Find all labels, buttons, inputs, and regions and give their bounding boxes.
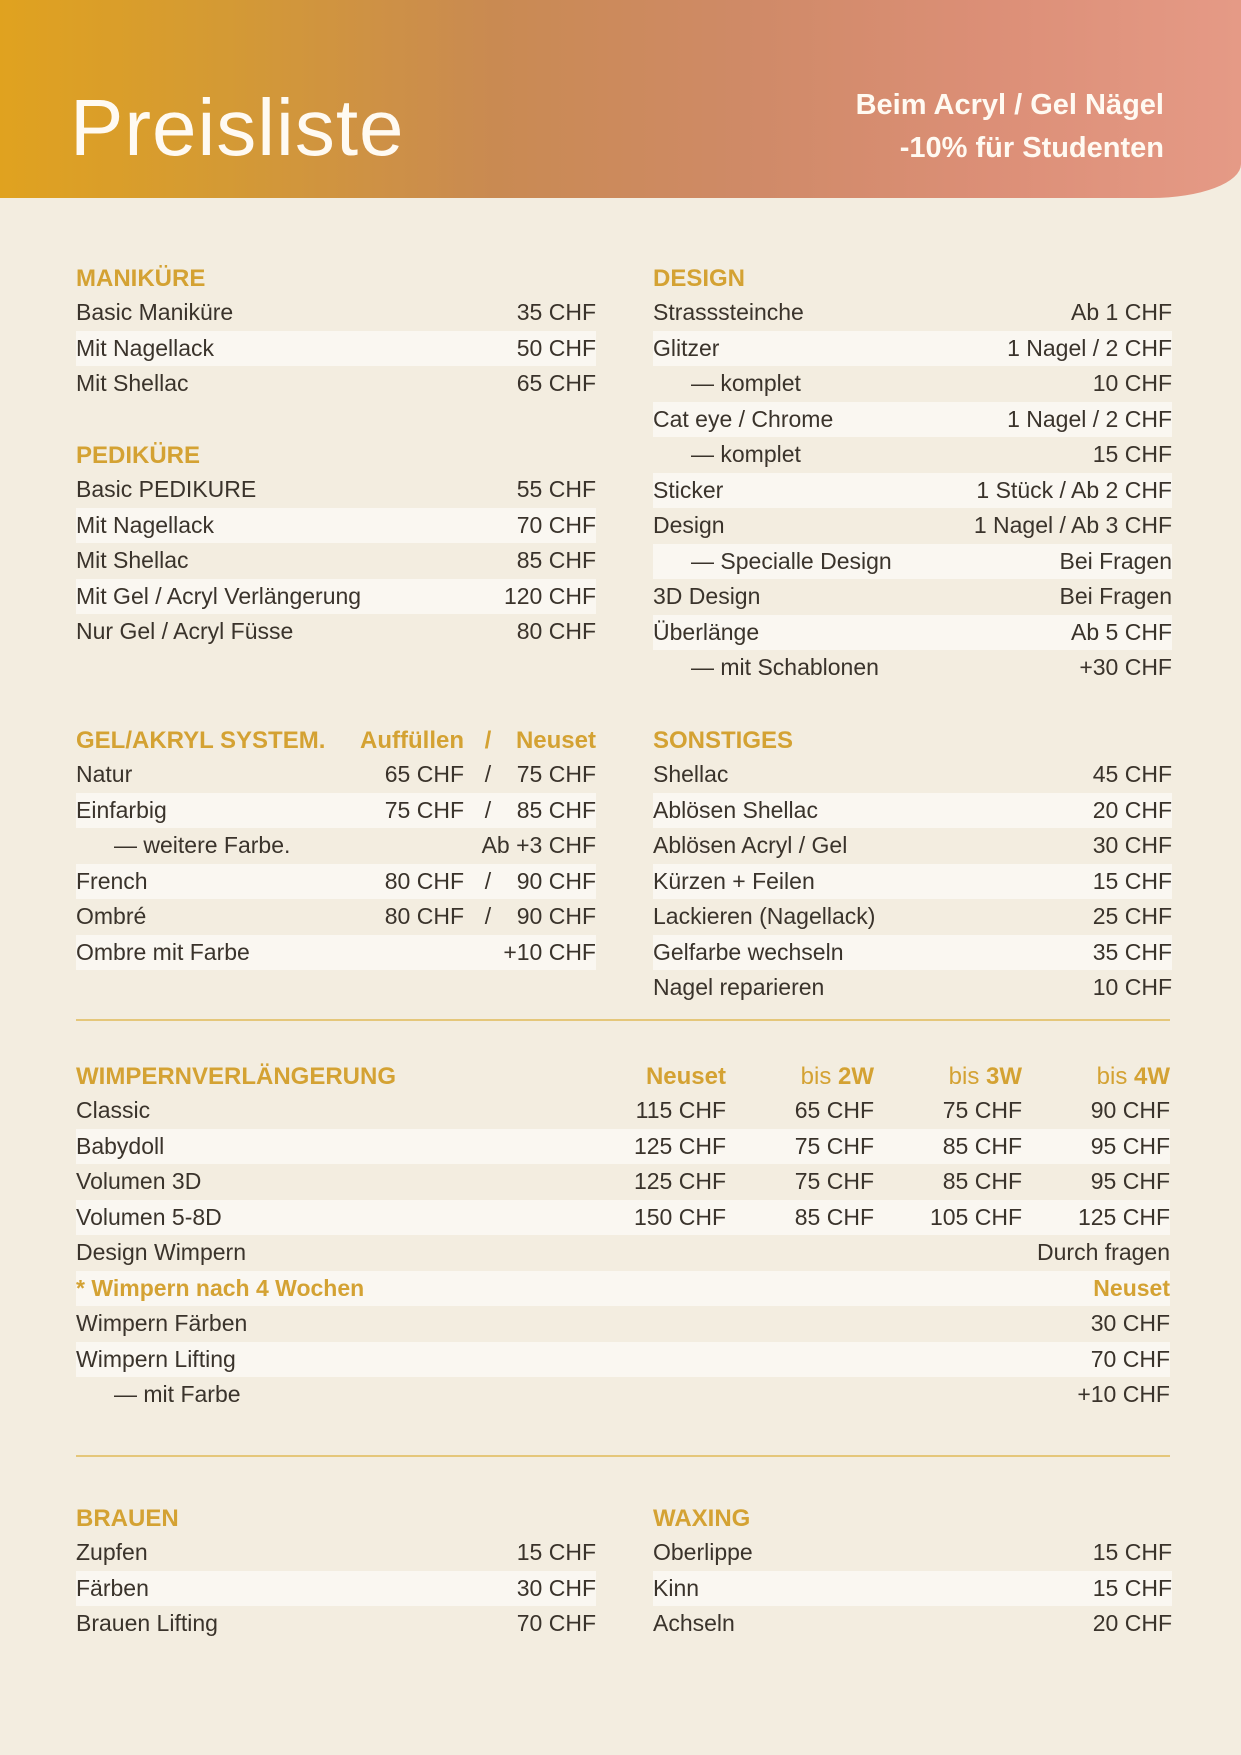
item-label: Sticker <box>653 476 724 503</box>
price-row <box>76 1535 596 1571</box>
price-row <box>76 1342 1170 1378</box>
item-label: Brauen Lifting <box>76 1610 218 1636</box>
section-title: WIMPERNVERLÄNGERUNG <box>76 1063 397 1090</box>
price-row <box>76 793 596 829</box>
price-neuset: 85 CHF <box>516 796 596 823</box>
item-label: Natur <box>76 761 133 787</box>
section-title: SONSTIGES <box>653 727 794 754</box>
item-label: Zupfen <box>76 1539 148 1565</box>
col-bis-2w <box>726 1058 874 1093</box>
gel-list <box>76 757 596 970</box>
item-price: 70 CHF <box>1090 1345 1170 1372</box>
price-4w: 90 CHF <box>1090 1097 1170 1123</box>
price-neuset: 75 CHF <box>516 761 596 787</box>
price-2w: 85 CHF <box>794 1203 874 1230</box>
item-label: Überlänge <box>653 618 760 645</box>
item-label: Ablösen Shellac <box>653 796 818 823</box>
col-2w-label: 2W <box>838 1063 874 1090</box>
item-label: Kürzen + Feilen <box>653 867 815 894</box>
item-label: — Specialle Design <box>691 547 892 574</box>
price-row <box>76 828 596 864</box>
price-row <box>653 970 1172 1006</box>
sub-title: * Wimpern nach 4 Wochen <box>76 1274 365 1301</box>
wimpern-list <box>76 1093 1170 1413</box>
price-auffuellen: 80 CHF <box>384 867 464 894</box>
item-price: 1 Nagel / 2 CHF <box>1007 405 1172 432</box>
col-auffuellen: Auffüllen <box>360 727 464 754</box>
price-separator: / <box>484 903 492 929</box>
item-price: 65 CHF <box>516 370 596 396</box>
pedikure-section <box>76 437 596 650</box>
price-row <box>76 366 596 402</box>
price-row <box>653 615 1172 651</box>
item-price: Durch fragen <box>1037 1239 1170 1265</box>
price-3w: 85 CHF <box>942 1168 1022 1194</box>
item-price: Ab +3 CHF <box>481 832 596 858</box>
price-row <box>653 864 1172 900</box>
item-price: 1 Nagel / 2 CHF <box>1007 334 1172 361</box>
item-label: Classic <box>76 1097 151 1123</box>
promo-line-1: Beim Acryl / Gel Nägel <box>855 89 1164 121</box>
price-row <box>76 614 596 650</box>
item-label: Mit Nagellack <box>76 334 215 361</box>
item-price: +10 CHF <box>503 938 596 965</box>
item-label: — komplet <box>691 370 801 396</box>
item-label: 3D Design <box>653 583 761 609</box>
price-auffuellen: 80 CHF <box>384 903 464 929</box>
price-row <box>653 757 1172 793</box>
price-2w: 65 CHF <box>794 1097 874 1123</box>
price-auffuellen: 75 CHF <box>384 796 464 823</box>
manikure-section <box>76 260 596 402</box>
waxing-list <box>653 1535 1172 1642</box>
col-neuset-label: Neuset <box>645 1063 726 1090</box>
item-price: 15 CHF <box>1092 441 1172 467</box>
price-row <box>76 1093 1170 1129</box>
wimpern-section <box>76 1058 1170 1413</box>
price-row <box>653 935 1172 971</box>
student-promo <box>856 84 1164 170</box>
item-label: Ombre mit Farbe <box>76 938 250 965</box>
item-label: — mit Farbe <box>114 1381 241 1407</box>
col-bis-4w <box>1022 1058 1170 1093</box>
item-label: French <box>76 867 148 894</box>
item-label: Babydoll <box>76 1132 165 1159</box>
item-price: 15 CHF <box>516 1539 596 1565</box>
item-price: 15 CHF <box>1092 1574 1172 1601</box>
item-price: 20 CHF <box>1092 1610 1172 1636</box>
section-title: PEDIKÜRE <box>76 442 201 469</box>
price-row <box>76 1129 1170 1165</box>
price-4w: 95 CHF <box>1090 1132 1170 1159</box>
item-price: 15 CHF <box>1092 1539 1172 1565</box>
price-row <box>653 331 1172 367</box>
header-banner <box>0 0 1241 198</box>
price-row <box>76 472 596 508</box>
gel-akryl-section <box>76 722 596 970</box>
price-row <box>76 1571 596 1607</box>
section-title: GEL/AKRYL SYSTEM. <box>76 727 326 754</box>
price-neuset: 115 CHF <box>635 1097 726 1123</box>
item-label: Design Wimpern <box>76 1239 246 1265</box>
item-price: 15 CHF <box>1092 867 1172 894</box>
col-bis-label: bis <box>800 1063 832 1090</box>
item-price: 1 Nagel / Ab 3 CHF <box>973 512 1172 538</box>
gel-header <box>76 722 596 757</box>
divider <box>76 1455 1170 1457</box>
item-label: Ombré <box>76 903 147 929</box>
price-3w: 105 CHF <box>929 1203 1022 1230</box>
price-neuset: 90 CHF <box>516 867 596 894</box>
item-label: Wimpern Lifting <box>76 1345 236 1372</box>
price-row <box>76 1306 1170 1342</box>
item-label: Strasssteinche <box>653 299 804 325</box>
item-label: Cat eye / Chrome <box>653 405 834 432</box>
price-row <box>76 864 596 900</box>
promo-line-2: -10% für Studenten <box>899 132 1164 164</box>
item-label: Nur Gel / Acryl Füsse <box>76 618 294 644</box>
item-label: Einfarbig <box>76 796 167 823</box>
item-price: 10 CHF <box>1092 370 1172 396</box>
price-2w: 75 CHF <box>794 1132 874 1159</box>
item-price: 1 Stück / Ab 2 CHF <box>976 476 1172 503</box>
price-4w: 95 CHF <box>1090 1168 1170 1194</box>
price-3w: 85 CHF <box>942 1132 1022 1159</box>
item-label: Kinn <box>653 1574 700 1601</box>
item-label: Mit Nagellack <box>76 511 215 538</box>
price-row <box>653 508 1172 544</box>
design-section <box>653 260 1172 686</box>
item-label: Design <box>653 512 725 538</box>
section-title: DESIGN <box>653 265 746 292</box>
price-neuset: 125 CHF <box>633 1132 726 1159</box>
price-row <box>653 402 1172 438</box>
price-row <box>76 1235 1170 1271</box>
item-label: Gelfarbe wechseln <box>653 938 844 965</box>
item-price: 35 CHF <box>516 299 596 325</box>
item-price: 80 CHF <box>516 618 596 644</box>
price-row <box>653 1571 1172 1607</box>
item-label: Shellac <box>653 761 729 787</box>
item-label: Lackieren (Nagellack) <box>653 903 876 929</box>
item-price: Bei Fragen <box>1059 547 1172 574</box>
item-price: 10 CHF <box>1092 974 1172 1000</box>
col-3w-label: 3W <box>986 1063 1022 1090</box>
price-4w: 125 CHF <box>1077 1203 1170 1230</box>
price-row <box>653 1606 1172 1642</box>
price-neuset: 125 CHF <box>633 1168 726 1194</box>
col-bis-label: bis <box>1096 1063 1128 1090</box>
item-price: 120 CHF <box>503 582 596 609</box>
price-row <box>76 757 596 793</box>
price-neuset: 90 CHF <box>516 903 596 929</box>
price-row <box>76 508 596 544</box>
item-label: Mit Shellac <box>76 370 189 396</box>
item-price: 85 CHF <box>516 547 596 573</box>
item-price: 70 CHF <box>516 511 596 538</box>
item-price: 25 CHF <box>1092 903 1172 929</box>
item-label: Wimpern Färben <box>76 1310 248 1336</box>
item-label: — mit Schablonen <box>691 654 879 680</box>
item-label: Oberlippe <box>653 1539 753 1565</box>
col-bis-label: bis <box>948 1063 980 1090</box>
price-row <box>653 793 1172 829</box>
price-row <box>76 1164 1170 1200</box>
price-separator: / <box>484 761 492 787</box>
section-title: BRAUEN <box>76 1505 179 1532</box>
item-price: 30 CHF <box>516 1574 596 1601</box>
item-price: 30 CHF <box>1092 832 1172 858</box>
price-row <box>653 544 1172 580</box>
manikure-list <box>76 295 596 402</box>
item-price: 30 CHF <box>1090 1310 1170 1336</box>
design-list <box>653 295 1172 686</box>
price-row <box>76 1606 596 1642</box>
col-bis-3w <box>874 1058 1022 1093</box>
item-label: Ablösen Acryl / Gel <box>653 832 848 858</box>
price-3w: 75 CHF <box>942 1097 1022 1123</box>
divider <box>76 1019 1170 1021</box>
brauen-section <box>76 1500 596 1642</box>
price-row <box>653 899 1172 935</box>
price-row <box>653 1535 1172 1571</box>
sub-col-neuset: Neuset <box>1093 1274 1170 1301</box>
price-row <box>653 473 1172 509</box>
wimpern-header <box>76 1058 1170 1093</box>
item-label: Glitzer <box>653 334 720 361</box>
price-row <box>653 579 1172 615</box>
col-neuset <box>596 1058 726 1093</box>
price-row <box>76 1200 1170 1236</box>
price-row <box>653 295 1172 331</box>
item-label: Färben <box>76 1574 149 1601</box>
price-row <box>653 650 1172 686</box>
price-row <box>76 331 596 367</box>
waxing-section <box>653 1500 1172 1642</box>
sonstiges-list <box>653 757 1172 1006</box>
price-row <box>76 935 596 971</box>
col-neuset: Neuset <box>515 727 596 754</box>
item-price: +10 CHF <box>1077 1381 1170 1407</box>
item-price: 50 CHF <box>516 334 596 361</box>
price-row <box>76 1377 1170 1413</box>
item-price: 70 CHF <box>516 1610 596 1636</box>
item-label: Achseln <box>653 1610 735 1636</box>
item-price: 35 CHF <box>1092 938 1172 965</box>
price-row <box>653 437 1172 473</box>
sonstiges-section <box>653 722 1172 1006</box>
price-row <box>76 295 596 331</box>
item-price: 20 CHF <box>1092 796 1172 823</box>
item-price: Ab 1 CHF <box>1071 299 1172 325</box>
price-2w: 75 CHF <box>794 1168 874 1194</box>
col-separator: / <box>484 727 492 754</box>
col-4w-label: 4W <box>1134 1063 1170 1090</box>
price-row <box>76 543 596 579</box>
item-label: Volumen 3D <box>76 1168 202 1194</box>
price-row <box>653 828 1172 864</box>
item-price: 55 CHF <box>516 476 596 502</box>
item-label: — komplet <box>691 441 801 467</box>
item-label: — weitere Farbe. <box>114 832 291 858</box>
sub-header-row <box>76 1271 1170 1307</box>
section-title: MANIKÜRE <box>76 265 206 292</box>
price-row <box>653 366 1172 402</box>
item-price: +30 CHF <box>1079 654 1172 680</box>
item-price: Bei Fragen <box>1059 583 1172 609</box>
item-label: Mit Shellac <box>76 547 189 573</box>
item-label: Basic PEDIKURE <box>76 476 257 502</box>
item-price: 45 CHF <box>1092 761 1172 787</box>
item-label: Mit Gel / Acryl Verlängerung <box>76 582 362 609</box>
item-label: Nagel reparieren <box>653 974 825 1000</box>
price-neuset: 150 CHF <box>633 1203 726 1230</box>
price-separator: / <box>484 796 492 823</box>
item-label: Basic Maniküre <box>76 299 234 325</box>
pedikure-list <box>76 472 596 650</box>
price-row <box>76 579 596 615</box>
section-title: WAXING <box>653 1505 751 1532</box>
brauen-list <box>76 1535 596 1642</box>
price-row <box>76 899 596 935</box>
item-price: Ab 5 CHF <box>1071 618 1172 645</box>
price-auffuellen: 65 CHF <box>384 761 464 787</box>
item-label: Volumen 5-8D <box>76 1203 222 1230</box>
page-title: Preisliste <box>70 83 405 172</box>
price-separator: / <box>484 867 492 894</box>
